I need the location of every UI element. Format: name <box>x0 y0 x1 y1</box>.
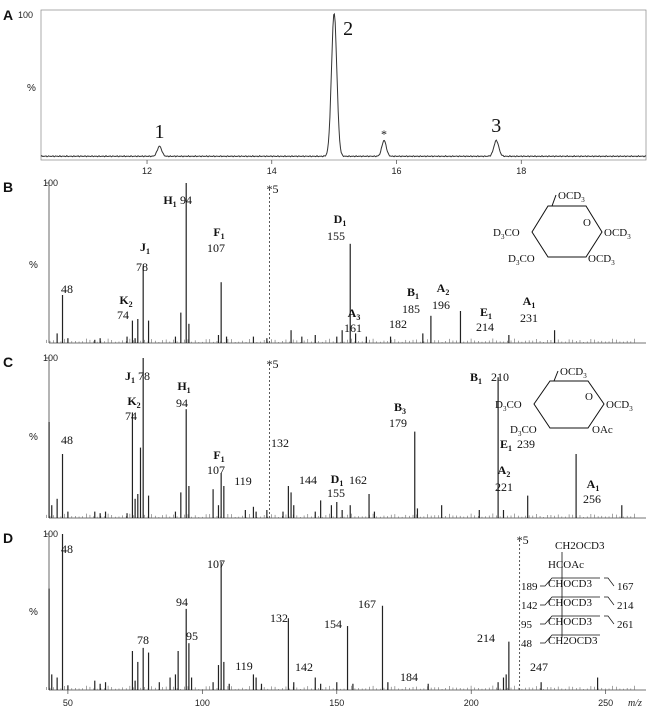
mz-label: 74 <box>117 308 129 322</box>
mz-label: 78 <box>138 369 150 383</box>
x-axis-label: m/z <box>628 698 642 709</box>
structure-row: CH2OCD3 <box>555 540 605 552</box>
substituent-bottom-left: $D_3CO$ <box>510 424 537 438</box>
fragment-label: $A_1$ <box>522 294 536 310</box>
fragment-label: $E_1$ <box>479 305 493 321</box>
mz-label: 155 <box>327 229 345 243</box>
panel-b-spectrum <box>45 181 646 343</box>
fragment-label: $B_3$ <box>393 400 407 416</box>
fragment-label: $A_2$ <box>497 463 511 479</box>
panel-d-structure <box>521 540 634 650</box>
x-tick-label: 12 <box>142 166 153 176</box>
fragment-label: $D_1$ <box>330 472 344 488</box>
mz-label: 74 <box>125 409 137 423</box>
panel-d-spectrum <box>45 532 646 690</box>
substituent-right: $OCD_3$ <box>606 399 633 413</box>
panel-letter-b: B <box>3 179 14 195</box>
mz-label: 155 <box>327 486 345 500</box>
mz-label: 94 <box>180 193 192 207</box>
panel-letter-a: A <box>3 7 14 23</box>
panel-c-ytick-100: 100 <box>43 353 59 363</box>
mz-label: 179 <box>389 416 407 430</box>
mz-label: 185 <box>402 302 420 316</box>
cleavage-mass-left: 189 <box>521 581 538 593</box>
mz-label: 107 <box>207 557 225 571</box>
panel-a-ylabel: % <box>27 83 36 94</box>
mz-label: 48 <box>61 433 73 447</box>
fragment-label: $B_1$ <box>406 285 420 301</box>
magnification-label: *5 <box>266 357 279 371</box>
x-tick-label: 50 <box>62 698 73 708</box>
panel-d-ytick-100: 100 <box>43 529 59 539</box>
cleavage-line-right <box>604 597 614 605</box>
mz-label: 48 <box>61 542 73 556</box>
mz-label: 119 <box>235 659 253 673</box>
ring-oxygen: O <box>585 391 593 403</box>
structure-row: CH2OCD3 <box>548 635 598 647</box>
fragment-label: $B_1$ <box>469 370 483 386</box>
mz-label: 132 <box>270 611 288 625</box>
fragment-label: $D_1$ <box>333 212 347 228</box>
fragment-label: $K_2$ <box>127 394 141 410</box>
fragment-label: $J_1$ <box>140 240 150 256</box>
cleavage-mass-right: 261 <box>617 619 634 631</box>
cleavage-mass-left: 95 <box>521 619 532 631</box>
substituent-bottom-left: $D_3CO$ <box>508 253 535 267</box>
mz-label: 107 <box>207 463 225 477</box>
x-tick-label: 14 <box>266 166 277 176</box>
cleavage-mass-right: 167 <box>617 581 634 593</box>
panel-c-ylabel: % <box>29 432 38 443</box>
cleavage-mass-left: 142 <box>521 600 538 612</box>
mz-label: 196 <box>432 298 450 312</box>
panel-b-structure <box>493 190 631 267</box>
mz-label: 182 <box>389 317 407 331</box>
mz-label: 184 <box>400 670 418 684</box>
fragment-label: $J_1$ <box>125 369 135 385</box>
fragment-label: $H_1$ <box>163 193 177 209</box>
panel-c <box>3 353 646 518</box>
fragment-label: $A_3$ <box>347 306 361 322</box>
substituent-bottom-right: $OCD_3$ <box>588 253 615 267</box>
panel-a-xticks <box>142 160 526 176</box>
x-tick-label: 150 <box>329 698 345 708</box>
x-tick-label: 200 <box>463 698 479 708</box>
fragment-label: $E_1$ <box>499 437 513 453</box>
substituent-left: $D_3CO$ <box>495 399 522 413</box>
structure-row: CHOCD3 <box>548 616 593 628</box>
mz-label: 95 <box>186 629 198 643</box>
panel-letter-c: C <box>3 354 14 370</box>
panel-a <box>3 7 646 176</box>
ring-shape <box>534 381 604 428</box>
panel-b-ylabel: % <box>29 260 38 271</box>
mz-label: 161 <box>344 321 362 335</box>
mz-label: 119 <box>234 474 252 488</box>
mz-label: 162 <box>349 473 367 487</box>
mz-label: 142 <box>295 660 313 674</box>
fragment-label: $H_1$ <box>177 379 191 395</box>
substituent-top: $OCD_3$ <box>560 366 587 380</box>
mz-label: 78 <box>136 260 148 274</box>
mz-label: 239 <box>517 437 535 451</box>
mz-label: 247 <box>530 660 548 674</box>
x-tick-label: 16 <box>391 166 402 176</box>
panel-b-ytick-100: 100 <box>43 178 59 188</box>
mz-label: 94 <box>176 595 188 609</box>
mz-label: 144 <box>299 473 317 487</box>
mz-label: 132 <box>271 436 289 450</box>
magnification-label: *5 <box>516 533 529 547</box>
mz-label: 256 <box>583 492 601 506</box>
panel-c-structure <box>495 366 633 438</box>
substituent-right: $OCD_3$ <box>604 227 631 241</box>
structure-row: CHOCD3 <box>548 597 593 609</box>
bond-top <box>554 371 558 381</box>
mz-label: 214 <box>477 631 495 645</box>
panel-b <box>3 178 646 343</box>
panel-d-xticks <box>63 690 613 708</box>
chromatogram-peak-label: 3 <box>491 115 502 138</box>
panel-a-ytick-100: 100 <box>18 10 34 20</box>
mz-label: 214 <box>476 320 494 334</box>
mz-label: 107 <box>207 241 225 255</box>
mz-label: 94 <box>176 396 188 410</box>
cleavage-mass-right: 214 <box>617 600 634 612</box>
cleavage-line-right <box>604 578 614 586</box>
mz-label: 154 <box>324 617 342 631</box>
fragment-label: $F_1$ <box>213 225 225 241</box>
chromatogram-peak-label: 1 <box>154 120 165 143</box>
fragment-label: $F_1$ <box>213 448 225 464</box>
mz-label: 78 <box>137 633 149 647</box>
mz-label: 167 <box>358 597 376 611</box>
mz-label: 221 <box>495 480 513 494</box>
structure-row: HCOAc <box>548 559 585 571</box>
x-tick-label: 100 <box>194 698 210 708</box>
cleavage-mass-left: 48 <box>521 638 532 650</box>
mz-label: 210 <box>491 370 509 384</box>
cleavage-line-right <box>604 616 614 624</box>
magnification-label: *5 <box>266 182 279 196</box>
panel-c-spectrum <box>45 356 646 518</box>
panel-a-peak-labels <box>155 18 502 143</box>
substituent-top: $OCD_3$ <box>558 190 585 204</box>
ring-oxygen: O <box>583 217 591 229</box>
chromatogram-peak-label: 2 <box>343 18 354 40</box>
chromatogram-peak-label: * <box>381 127 388 142</box>
fragment-label: $K_2$ <box>119 293 133 309</box>
bond-top <box>552 195 556 206</box>
substituent-bottom-right: OAc <box>592 424 613 436</box>
mz-label: 231 <box>520 311 538 325</box>
mz-label: 48 <box>61 282 73 296</box>
panel-d <box>3 529 646 709</box>
panel-letter-d: D <box>3 530 14 546</box>
panel-d-ylabel: % <box>29 607 38 618</box>
fragment-label: $A_1$ <box>586 477 600 493</box>
structure-row: CHOCD3 <box>548 578 593 590</box>
fragment-label: $A_2$ <box>436 281 450 297</box>
x-tick-label: 250 <box>598 698 614 708</box>
x-tick-label: 18 <box>516 166 527 176</box>
ring-shape <box>532 206 602 257</box>
substituent-left: $D_3CO$ <box>493 227 520 241</box>
